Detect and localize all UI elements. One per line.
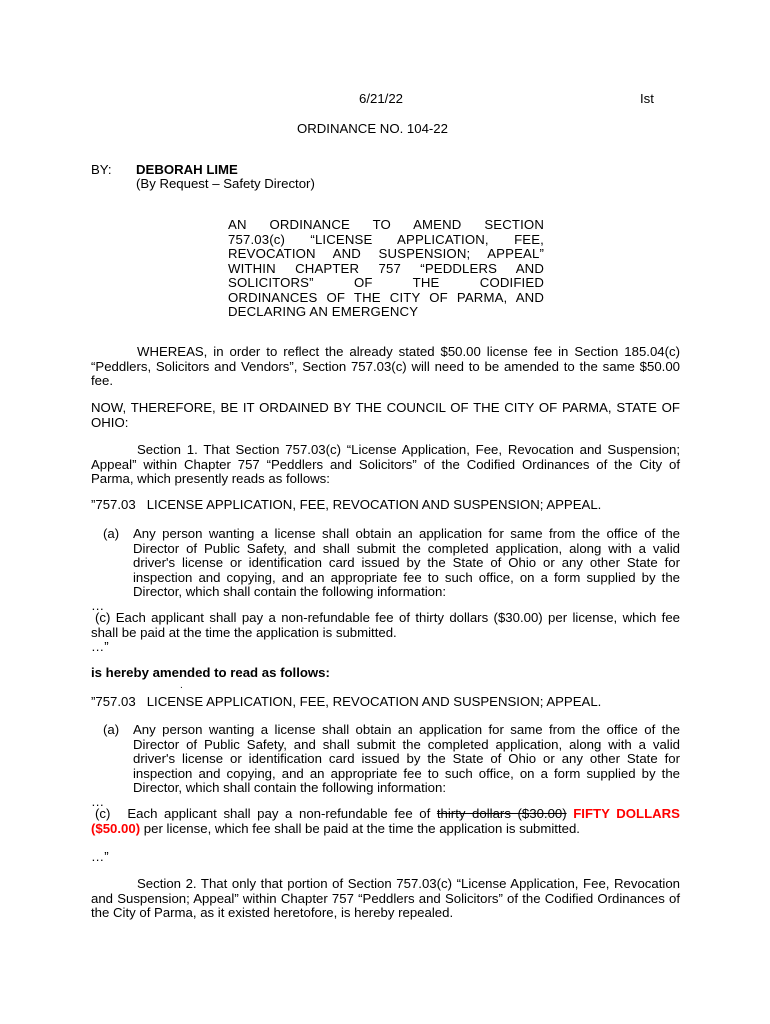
title-line: ORDINANCES OF THE CITY OF PARMA, AND: [228, 289, 544, 305]
title-line: AN ORDINANCE TO AMEND SECTION: [228, 217, 544, 232]
ordaining-clause: NOW, THEREFORE, BE IT ORDAINED BY THE COUNCIL OF THE CITY OF PARMA, STATE OF OHIO:: [91, 400, 680, 430]
sponsor-request: (By Request – Safety Director): [136, 176, 315, 191]
ellipsis: …: [91, 794, 105, 809]
stray-dot: .: [180, 680, 183, 691]
new-amount: FIFTY DOLLARS ($50.00): [91, 806, 680, 836]
document-date: 6/21/22: [359, 91, 403, 106]
subsection-c-label: (c): [95, 806, 111, 821]
amendment-heading: is hereby amended to read as follows:: [91, 665, 330, 680]
current-subsection-c: [91, 611, 680, 640]
subsection-a-label: (a): [103, 722, 120, 737]
ordinance-number: ORDINANCE NO. 104-22: [297, 121, 448, 136]
subsection-c-text-after: per license, which fee shall be paid at the time the application is submitted.: [143, 820, 580, 836]
subsection-a-text: Any person wanting a license shall obtain an application for same from the office of the Director of Public Safety, and shall submit the completed application, along with a valid driver's license or identification card issued by the State of Ohio or any other State for inspection and copying, and an appropriate fee to such office, on a form supplied by the Director, which shall contain the following information:: [133, 722, 680, 796]
subsection-a-label: (a): [103, 526, 120, 541]
ellipsis: …: [91, 598, 105, 613]
by-label: BY:: [91, 162, 112, 177]
title-line: REVOCATION AND SUSPENSION; APPEAL”: [228, 246, 544, 261]
subsection-c-text-before: Each applicant shall pay a non-refundable fee of: [127, 806, 431, 821]
struck-amount: thirty dollars ($30.00): [436, 806, 567, 821]
sponsor-name: DEBORAH LIME: [136, 162, 238, 177]
ellipsis-close: …”: [91, 849, 109, 864]
amended-section-heading: ”757.03 LICENSE APPLICATION, FEE, REVOCATION AND SUSPENSION; APPEAL.: [91, 694, 602, 709]
ellipsis-close: …”: [91, 639, 109, 654]
subsection-a-text: Any person wanting a license shall obtain an application for same from the office of the Director of Public Safety, and shall submit the completed application, along with a valid driver's license or identification card issued by the State of Ohio or any other State for inspection and copying, and an appropriate fee to such office, on a form supplied by the Director, which shall contain the following information:: [133, 526, 680, 600]
current-section-heading: ”757.03 LICENSE APPLICATION, FEE, REVOCATION AND SUSPENSION; APPEAL.: [91, 497, 602, 512]
title-line: DECLARING AN EMERGENCY: [228, 304, 419, 319]
title-line: SOLICITORS” OF THE CODIFIED: [228, 275, 544, 290]
ordinance-title: [228, 218, 544, 320]
whereas-clause: WHEREAS, in order to reflect the already stated $50.00 license fee in Section 185.04(c) “Peddlers, Solicitors and Vendors”, Section 757.03(c) will need to be amended to the same $50.00 fee.: [91, 344, 680, 389]
section-2: Section 2. That only that portion of Section 757.03(c) “License Application, Fee, Revocation and Suspension; Appeal” within Chapter 757 “Peddlers and Solicitors” of the Codified Ordinances of the City of Parma, as it existed heretofore, is hereby repealed.: [91, 876, 680, 921]
amended-subsection-c: [91, 807, 680, 836]
reading-marker: Ist: [640, 91, 654, 106]
title-line: 757.03(c) “LICENSE APPLICATION, FEE,: [228, 231, 544, 247]
title-line: WITHIN CHAPTER 757 “PEDDLERS AND: [228, 260, 544, 276]
section-1: Section 1. That Section 757.03(c) “License Application, Fee, Revocation and Suspension; Appeal” within Chapter 757 “Peddlers and Solicitors” of the Codified Ordinances of the City of Parma, which presently reads as follows:: [91, 442, 680, 487]
subsection-c-text: (c) Each applicant shall pay a non-refundable fee of thirty dollars ($30.00) per license, which fee shall be paid at the time the application is submitted.: [91, 610, 680, 640]
